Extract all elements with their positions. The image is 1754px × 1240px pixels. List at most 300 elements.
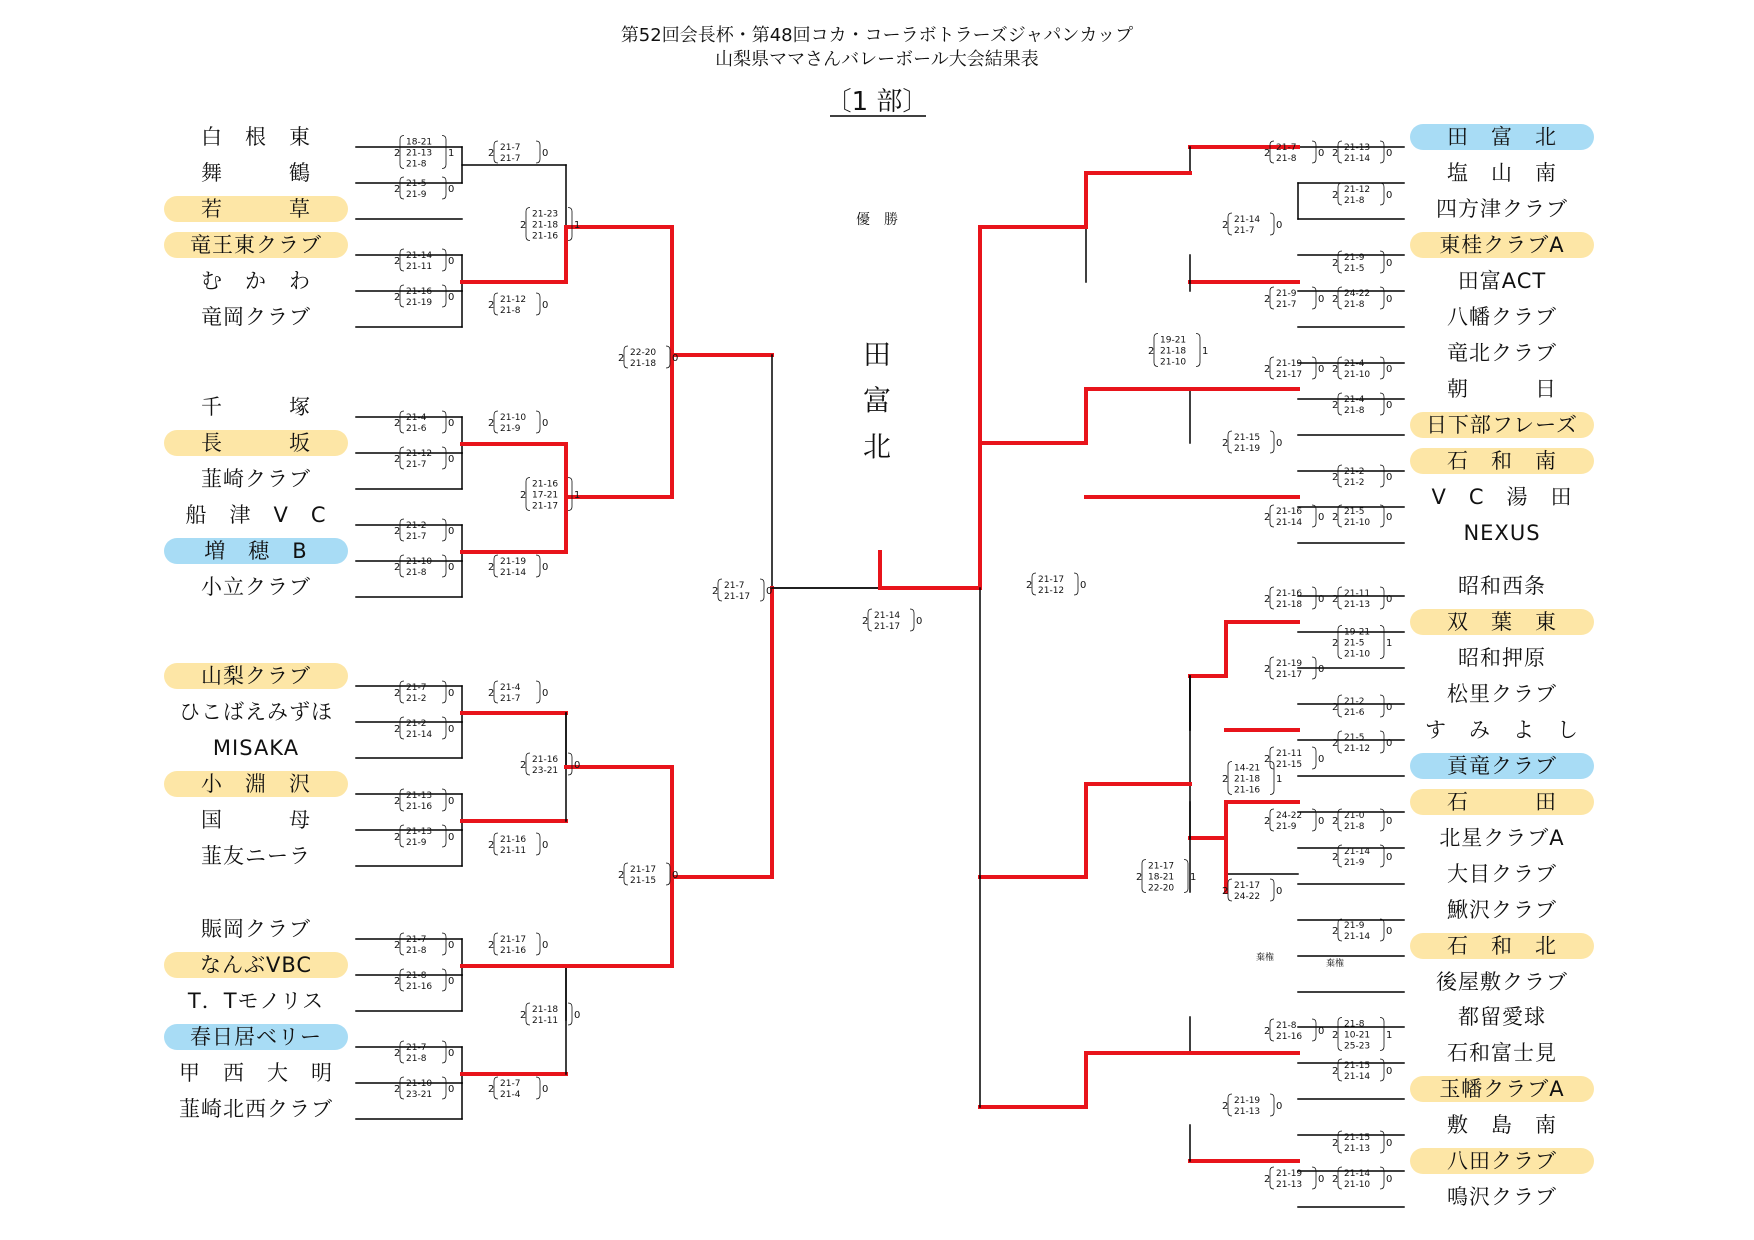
score-sets-won: 2 — [1332, 364, 1339, 375]
score-sets-lost: 1 — [1276, 774, 1283, 785]
set-score: 10-21 — [1344, 1030, 1371, 1041]
score-sets-won: 2 — [1332, 926, 1339, 937]
set-score: 21-11 — [1344, 589, 1371, 599]
left-team-name: ひこばえみずほ — [179, 700, 333, 724]
left-team-name: 増 穂 B — [204, 539, 308, 563]
left-team-name: T．Tモノリス — [187, 989, 325, 1013]
set-score: 21-12 — [1344, 744, 1371, 754]
left-team-name: MISAKA — [212, 736, 300, 760]
score-sets-won: 2 — [394, 148, 401, 159]
left-team-name: 韮崎クラブ — [201, 467, 311, 491]
match-score — [1332, 465, 1392, 488]
tournament-title-line2: 山梨県ママさんバレーボール大会結果表 — [715, 49, 1039, 70]
set-score: 21-16 — [532, 479, 559, 490]
score-brace — [718, 579, 722, 601]
set-score: 21-7 — [500, 694, 521, 704]
set-score: 21-15 — [1276, 760, 1303, 770]
set-score: 21-13 — [1344, 143, 1371, 153]
score-sets-lost: 0 — [542, 300, 549, 311]
right-team-name: 八幡クラブ — [1447, 305, 1557, 329]
match-score — [1264, 747, 1324, 770]
score-brace — [568, 753, 572, 775]
right-team-name: 石 田 — [1447, 790, 1557, 814]
set-score: 21-13 — [1276, 1180, 1303, 1190]
score-sets-lost: 0 — [574, 760, 581, 771]
score-brace — [1380, 1018, 1384, 1051]
score-sets-won: 2 — [712, 586, 719, 597]
score-brace — [1380, 183, 1384, 205]
score-brace — [442, 411, 446, 433]
score-brace — [494, 681, 498, 703]
set-score: 21-17 — [1234, 881, 1261, 891]
score-brace — [442, 177, 446, 199]
match-score — [488, 681, 548, 704]
set-score: 21-2 — [1344, 467, 1365, 477]
set-score: 21-14 — [1344, 154, 1371, 164]
right-team-name: 後屋敷クラブ — [1436, 970, 1568, 994]
set-score: 21-11 — [532, 1016, 559, 1026]
left-team-name: 舞 鶴 — [201, 161, 311, 185]
set-score: 21-4 — [1344, 359, 1365, 369]
score-brace — [1380, 626, 1384, 659]
match-score — [862, 609, 922, 632]
set-score: 21-11 — [500, 846, 527, 856]
set-score: 21-13 — [1344, 600, 1371, 610]
score-sets-won: 2 — [1264, 1026, 1271, 1037]
set-score: 21-19 — [1234, 444, 1261, 454]
set-score: 21-10 — [406, 1079, 433, 1089]
score-sets-lost: 0 — [1386, 926, 1393, 937]
score-brace — [1270, 809, 1274, 831]
score-brace — [442, 1041, 446, 1063]
set-score: 21-7 — [406, 683, 427, 693]
left-team-name: なんぶVBC — [199, 953, 313, 977]
set-score: 23-21 — [406, 1090, 433, 1100]
set-score: 21-16 — [406, 982, 433, 992]
set-score: 21-10 — [1344, 649, 1371, 660]
match-score — [1264, 141, 1324, 164]
match-score — [1332, 919, 1392, 942]
score-brace — [1338, 465, 1342, 487]
set-score: 21-11 — [1276, 749, 1303, 759]
score-sets-lost: 0 — [1386, 852, 1393, 863]
score-brace — [400, 969, 404, 991]
score-brace — [442, 825, 446, 847]
match-score — [488, 141, 548, 164]
score-sets-won: 2 — [488, 1084, 495, 1095]
set-score: 21-14 — [1276, 518, 1303, 528]
set-score: 21-9 — [406, 190, 427, 200]
left-team-name: 小 淵 沢 — [201, 772, 311, 796]
set-score: 21-16 — [1234, 785, 1261, 796]
right-team-name: 石 和 南 — [1447, 449, 1557, 473]
set-score: 22-20 — [630, 348, 657, 358]
score-sets-won: 2 — [394, 688, 401, 699]
set-score: 21-23 — [532, 209, 559, 220]
score-sets-won: 2 — [394, 526, 401, 537]
score-sets-lost: 0 — [542, 940, 549, 951]
score-sets-won: 2 — [1222, 774, 1229, 785]
set-score: 21-11 — [406, 262, 433, 272]
score-sets-lost: 0 — [1318, 664, 1325, 675]
score-sets-won: 2 — [1264, 148, 1271, 159]
score-brace — [666, 863, 670, 885]
score-sets-won: 2 — [394, 1084, 401, 1095]
score-brace — [536, 933, 540, 955]
set-score: 21-5 — [1344, 264, 1365, 274]
score-sets-lost: 0 — [448, 184, 455, 195]
match-score — [1222, 762, 1282, 796]
match-score — [394, 249, 454, 272]
score-brace — [1228, 213, 1232, 235]
match-score — [520, 208, 580, 242]
set-score: 21-13 — [406, 827, 433, 837]
score-sets-lost: 0 — [1318, 594, 1325, 605]
right-team-name: 竜北クラブ — [1447, 341, 1557, 365]
right-team-name: 北星クラブA — [1439, 826, 1565, 850]
set-score: 21-17 — [1276, 370, 1303, 380]
left-team-name: 船 津 V C — [185, 503, 327, 527]
set-score: 21-15 — [630, 876, 657, 886]
match-score — [1222, 879, 1282, 902]
score-sets-won: 2 — [1264, 364, 1271, 375]
set-score: 21-7 — [500, 143, 521, 153]
set-score: 21-12 — [406, 449, 433, 459]
set-score: 21-16 — [1276, 1032, 1303, 1042]
score-sets-won: 2 — [520, 490, 527, 501]
score-brace — [536, 1077, 540, 1099]
set-score: 21-15 — [1344, 1061, 1371, 1071]
score-sets-won: 2 — [1264, 816, 1271, 827]
score-sets-won: 2 — [1332, 294, 1339, 305]
score-brace — [526, 208, 530, 241]
score-sets-lost: 0 — [672, 353, 679, 364]
right-team-name: 昭和押原 — [1458, 646, 1546, 670]
match-score — [1264, 1019, 1324, 1042]
set-score: 21-7 — [406, 935, 427, 945]
score-brace — [1338, 505, 1342, 527]
set-score: 24-22 — [1276, 811, 1303, 821]
right-team-name: 朝 日 — [1447, 377, 1557, 401]
score-brace — [1380, 587, 1384, 609]
set-score: 17-21 — [532, 490, 559, 501]
score-brace — [1380, 731, 1384, 753]
score-brace — [1312, 141, 1316, 163]
match-score — [1264, 587, 1324, 610]
match-score — [520, 478, 580, 512]
score-sets-lost: 0 — [542, 840, 549, 851]
set-score: 21-9 — [1344, 858, 1365, 868]
tournament-title-line1: 第52回会長杯・第48回コカ・コーラボトラーズジャパンカップ — [620, 25, 1134, 46]
set-score: 21-8 — [1344, 300, 1365, 310]
match-score — [488, 411, 548, 434]
left-team-name: む か わ — [201, 269, 311, 293]
set-score: 21-17 — [1038, 575, 1065, 585]
right-team-name: 双 葉 東 — [1447, 610, 1557, 634]
score-brace — [1270, 287, 1274, 309]
score-brace — [1074, 573, 1078, 595]
set-score: 21-12 — [1344, 185, 1371, 195]
right-team-name: 八田クラブ — [1447, 1149, 1557, 1173]
score-brace — [1380, 919, 1384, 941]
set-score: 21-16 — [1276, 589, 1303, 599]
right-team-name: 田富ACT — [1457, 269, 1547, 293]
right-team-name: 鰍沢クラブ — [1447, 898, 1557, 922]
set-score: 21-5 — [1344, 733, 1365, 743]
score-sets-won: 2 — [488, 688, 495, 699]
set-score: 21-19 — [1276, 659, 1303, 669]
score-brace — [536, 293, 540, 315]
champion-char-1: 田 — [862, 338, 892, 371]
score-brace — [442, 285, 446, 307]
winner-label: 優 勝 — [856, 212, 898, 228]
right-team-name: 玉幡クラブA — [1439, 1077, 1565, 1101]
score-brace — [526, 753, 530, 775]
score-sets-won: 2 — [1222, 220, 1229, 231]
score-brace — [1338, 141, 1342, 163]
set-score: 21-7 — [406, 460, 427, 470]
match-score — [394, 969, 454, 992]
score-sets-lost: 0 — [1386, 472, 1393, 483]
match-score — [394, 789, 454, 812]
left-team-name: 若 草 — [201, 197, 311, 221]
right-team-name: 昭和西条 — [1458, 574, 1546, 598]
set-score: 21-16 — [532, 755, 559, 765]
score-brace — [1142, 860, 1146, 893]
set-score: 21-14 — [1344, 847, 1371, 857]
score-brace — [442, 681, 446, 703]
set-score: 21-10 — [500, 413, 527, 423]
match-score — [394, 1077, 454, 1100]
set-score: 21-16 — [500, 946, 527, 956]
score-sets-lost: 0 — [542, 148, 549, 159]
set-score: 21-7 — [1276, 300, 1297, 310]
score-sets-won: 2 — [1332, 816, 1339, 827]
match-score — [394, 447, 454, 470]
set-score: 21-7 — [724, 581, 745, 591]
score-brace — [400, 789, 404, 811]
match-score — [1222, 431, 1282, 454]
score-sets-lost: 0 — [1276, 220, 1283, 231]
set-score: 21-18 — [1160, 346, 1187, 357]
score-sets-lost: 1 — [574, 220, 581, 231]
score-brace — [442, 1077, 446, 1099]
match-score — [394, 717, 454, 740]
set-score: 21-19 — [500, 557, 527, 567]
score-brace — [1338, 919, 1342, 941]
set-score: 21-13 — [406, 148, 433, 159]
division-label: 〔1 部〕 — [825, 87, 929, 117]
score-brace — [494, 293, 498, 315]
set-score: 21-19 — [1276, 359, 1303, 369]
score-sets-lost: 1 — [448, 148, 455, 159]
match-score — [1026, 573, 1086, 596]
set-score: 21-15 — [1344, 1133, 1371, 1143]
left-team-name: 国 母 — [201, 808, 311, 832]
score-brace — [536, 141, 540, 163]
set-score: 24-22 — [1344, 289, 1371, 299]
set-score: 21-19 — [406, 298, 433, 308]
left-team-name: 小立クラブ — [201, 575, 311, 599]
score-brace — [442, 447, 446, 469]
score-brace — [910, 609, 914, 631]
score-sets-won: 2 — [1332, 400, 1339, 411]
set-score: 21-12 — [500, 295, 527, 305]
score-sets-lost: 0 — [1386, 258, 1393, 269]
set-score: 21-16 — [500, 835, 527, 845]
score-brace — [1196, 334, 1200, 367]
score-sets-lost: 0 — [1386, 702, 1393, 713]
match-score — [1332, 731, 1392, 754]
left-team-name: 春日居ベリー — [190, 1025, 322, 1049]
match-score — [1332, 141, 1392, 164]
set-score: 23-21 — [532, 766, 559, 776]
set-score: 22-20 — [1148, 883, 1175, 894]
score-brace — [624, 346, 628, 368]
score-sets-won: 2 — [1332, 258, 1339, 269]
score-sets-lost: 0 — [542, 418, 549, 429]
score-sets-won: 2 — [394, 976, 401, 987]
score-brace — [494, 555, 498, 577]
score-sets-lost: 0 — [448, 724, 455, 735]
set-score: 21-14 — [874, 611, 901, 621]
score-brace — [666, 346, 670, 368]
score-sets-lost: 0 — [766, 586, 773, 597]
set-score: 21-8 — [500, 306, 521, 316]
set-score: 21-7 — [500, 154, 521, 164]
score-sets-won: 2 — [1264, 1174, 1271, 1185]
set-score: 21-12 — [1038, 586, 1065, 596]
score-brace — [1270, 879, 1274, 901]
left-team-name: 竜王東クラブ — [190, 233, 322, 257]
score-sets-won: 2 — [488, 148, 495, 159]
score-brace — [494, 833, 498, 855]
set-score: 21-5 — [1344, 638, 1365, 649]
set-score: 21-6 — [406, 424, 427, 434]
score-brace — [1228, 1094, 1232, 1116]
score-sets-lost: 0 — [448, 688, 455, 699]
score-brace — [1338, 695, 1342, 717]
score-brace — [868, 609, 872, 631]
score-brace — [1338, 626, 1342, 659]
score-brace — [400, 411, 404, 433]
score-brace — [1270, 357, 1274, 379]
score-brace — [400, 717, 404, 739]
set-score: 21-8 — [1344, 406, 1365, 416]
match-score — [520, 753, 580, 776]
match-scores — [394, 136, 1392, 1191]
set-score: 19-21 — [1160, 335, 1187, 346]
score-brace — [568, 478, 572, 511]
score-sets-lost: 0 — [1318, 754, 1325, 765]
score-sets-lost: 0 — [448, 418, 455, 429]
set-score: 21-7 — [1276, 143, 1297, 153]
score-brace — [1228, 879, 1232, 901]
score-sets-lost: 0 — [1386, 190, 1393, 201]
score-sets-won: 2 — [1332, 852, 1339, 863]
score-sets-won: 2 — [394, 292, 401, 303]
match-score — [520, 1003, 580, 1026]
match-score — [488, 833, 548, 856]
score-sets-won: 2 — [488, 562, 495, 573]
score-sets-won: 2 — [618, 870, 625, 881]
score-brace — [1338, 183, 1342, 205]
score-brace — [1270, 657, 1274, 679]
score-brace — [1270, 1167, 1274, 1189]
right-team-name: 石 和 北 — [1447, 934, 1557, 958]
set-score: 21-18 — [532, 1005, 559, 1015]
set-score: 21-10 — [1344, 370, 1371, 380]
score-brace — [1154, 334, 1158, 367]
score-sets-lost: 0 — [448, 796, 455, 807]
right-team-name: 敷 島 南 — [1447, 1113, 1557, 1137]
score-brace — [1380, 465, 1384, 487]
score-sets-won: 2 — [1222, 1101, 1229, 1112]
score-sets-won: 2 — [618, 353, 625, 364]
score-sets-won: 2 — [1332, 638, 1339, 649]
set-score: 21-9 — [1276, 289, 1297, 299]
score-sets-won: 2 — [1332, 702, 1339, 713]
score-sets-won: 2 — [1136, 872, 1143, 883]
match-score — [394, 825, 454, 848]
set-score: 21-9 — [1344, 253, 1365, 263]
set-score: 21-4 — [500, 1090, 521, 1100]
match-score — [394, 1041, 454, 1064]
set-score: 25-23 — [1344, 1041, 1371, 1052]
set-score: 21-9 — [1344, 921, 1365, 931]
score-brace — [1270, 587, 1274, 609]
score-brace — [494, 141, 498, 163]
score-sets-lost: 0 — [1386, 294, 1393, 305]
score-sets-won: 2 — [1332, 1138, 1339, 1149]
score-brace — [400, 519, 404, 541]
score-brace — [400, 249, 404, 271]
score-sets-won: 2 — [394, 940, 401, 951]
set-score: 21-2 — [406, 719, 427, 729]
match-score — [488, 1077, 548, 1100]
match-score — [488, 293, 548, 316]
set-score: 21-4 — [406, 413, 427, 423]
score-sets-won: 2 — [488, 418, 495, 429]
left-team-name: 千 塚 — [201, 395, 311, 419]
set-score: 18-21 — [1148, 872, 1175, 883]
score-sets-lost: 0 — [1318, 816, 1325, 827]
score-brace — [494, 411, 498, 433]
set-score: 21-8 — [406, 946, 427, 956]
right-team-name: 大目クラブ — [1447, 862, 1557, 886]
score-brace — [536, 833, 540, 855]
score-sets-lost: 0 — [1386, 148, 1393, 159]
score-brace — [1228, 762, 1232, 795]
score-sets-won: 2 — [1332, 1174, 1339, 1185]
right-team-name: 鳴沢クラブ — [1447, 1185, 1557, 1209]
set-score: 21-13 — [1234, 1107, 1261, 1117]
set-score: 21-5 — [406, 179, 427, 189]
score-sets-won: 2 — [394, 724, 401, 735]
score-sets-won: 2 — [394, 832, 401, 843]
score-sets-won: 2 — [1264, 664, 1271, 675]
score-brace — [536, 411, 540, 433]
score-sets-lost: 0 — [916, 616, 923, 627]
score-brace — [400, 933, 404, 955]
score-sets-won: 2 — [1148, 346, 1155, 357]
score-sets-lost: 0 — [1386, 512, 1393, 523]
score-brace — [1380, 695, 1384, 717]
set-score: 21-18 — [532, 220, 559, 231]
set-score: 18-21 — [406, 137, 433, 148]
right-team-name: V C 湯 田 — [1431, 485, 1573, 509]
score-brace — [1270, 141, 1274, 163]
